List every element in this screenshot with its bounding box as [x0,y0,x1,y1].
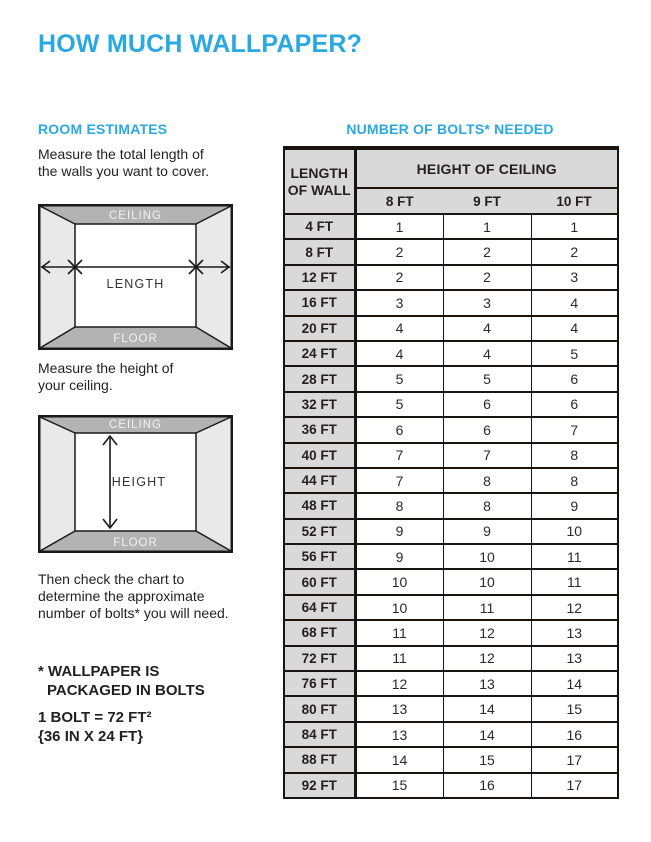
bolt-count-cell: 12 [443,620,531,645]
measure-length-line2: the walls you want to cover. [38,163,210,179]
wall-length-cell: 72 FT [284,646,355,671]
bolt-count-cell: 13 [443,671,531,696]
wall-length-cell: 84 FT [284,722,355,747]
bolt-count-cell: 14 [443,696,531,721]
bolt-count-cell: 13 [355,696,443,721]
table-row [284,519,618,544]
table-row [284,544,618,569]
table-row [284,595,618,620]
wall-length-cell: 16 FT [284,290,355,315]
table-row [284,239,618,264]
bolt-count-cell: 13 [531,646,618,671]
bolt-count-cell: 10 [531,519,618,544]
length-of-wall-line2: OF WALL [287,181,351,198]
bolt-count-cell: 2 [443,239,531,264]
bolt-count-cell: 4 [531,290,618,315]
bolt-count-cell: 10 [443,569,531,594]
bolt-count-cell: 4 [443,316,531,341]
table-row [284,569,618,594]
bolt-count-cell: 11 [531,569,618,594]
table-row [284,341,618,366]
wall-length-cell: 92 FT [284,773,355,798]
length-room-diagram [38,204,233,350]
bolt-count-cell: 6 [531,392,618,417]
bolt-count-cell: 14 [443,722,531,747]
bolt-info-line2: {36 IN X 24 FT} [38,728,144,745]
wall-length-cell: 52 FT [284,519,355,544]
table-row [284,214,618,239]
table-row [284,773,618,798]
check-chart-text [38,571,229,622]
bolt-count-cell: 11 [355,620,443,645]
bolt-count-cell: 1 [443,214,531,239]
bolt-count-cell: 9 [443,519,531,544]
table-row [284,671,618,696]
measure-length-text [38,146,209,180]
bolt-count-cell: 7 [443,443,531,468]
column-header-8ft: 8 FT [355,188,443,214]
bolt-count-cell: 4 [355,341,443,366]
bolt-count-cell: 2 [355,265,443,290]
table-row [284,493,618,518]
bolt-count-cell: 16 [531,722,618,747]
bolt-count-cell: 12 [355,671,443,696]
table-header-row-1 [284,148,618,188]
measure-height-text [38,360,173,394]
bolt-count-cell: 2 [531,239,618,264]
room-estimates-heading: ROOM ESTIMATES [38,121,168,137]
left-wall [40,417,75,551]
wall-length-cell: 80 FT [284,696,355,721]
ceiling-label: CEILING [108,419,163,431]
wall-length-cell: 64 FT [284,595,355,620]
bolt-count-cell: 11 [531,544,618,569]
column-header-10ft: 10 FT [531,188,618,214]
bolt-count-cell: 6 [443,392,531,417]
left-wall [40,206,75,348]
bolt-count-cell: 8 [531,443,618,468]
bolt-count-cell: 7 [355,443,443,468]
wall-length-cell: 4 FT [284,214,355,239]
bolt-count-cell: 8 [443,493,531,518]
bolt-count-cell: 12 [531,595,618,620]
bolt-count-cell: 3 [531,265,618,290]
height-of-ceiling-header: HEIGHT OF CEILING [355,148,618,188]
bolt-count-cell: 7 [355,468,443,493]
wall-length-cell: 40 FT [284,443,355,468]
wall-length-cell: 48 FT [284,493,355,518]
page-title: HOW MUCH WALLPAPER? [38,30,363,58]
bolt-count-cell: 7 [531,417,618,442]
wall-length-cell: 56 FT [284,544,355,569]
wall-length-cell: 68 FT [284,620,355,645]
bolt-count-cell: 3 [355,290,443,315]
right-wall [196,206,231,348]
bolt-count-cell: 9 [531,493,618,518]
table-row [284,366,618,391]
bolt-count-cell: 13 [531,620,618,645]
bolt-count-cell: 10 [443,544,531,569]
bolt-count-cell: 2 [443,265,531,290]
table-row [284,392,618,417]
table-row [284,747,618,772]
check-chart-line1: Then check the chart to [38,571,185,587]
bolt-count-cell: 5 [443,366,531,391]
bolt-count-cell: 4 [355,316,443,341]
bolt-count-cell: 8 [443,468,531,493]
bolt-count-cell: 5 [531,341,618,366]
bolts-table-body [284,214,618,798]
bolts-needed-heading: NUMBER OF BOLTS* NEEDED [346,121,554,137]
bolt-count-cell: 1 [355,214,443,239]
bolts-table-container [283,146,617,799]
bolt-count-cell: 5 [355,366,443,391]
bolt-count-cell: 10 [355,569,443,594]
table-row [284,417,618,442]
bolt-count-cell: 9 [355,519,443,544]
bolt-count-cell: 8 [355,493,443,518]
table-row [284,290,618,315]
bolt-count-cell: 13 [355,722,443,747]
back-wall [75,224,196,327]
floor-label: FLOOR [113,537,158,549]
wall-length-cell: 36 FT [284,417,355,442]
table-row [284,722,618,747]
table-row [284,443,618,468]
footnote-line1: * WALLPAPER IS [38,663,160,680]
bolt-count-cell: 17 [531,747,618,772]
wall-length-cell: 60 FT [284,569,355,594]
bolt-count-cell: 16 [443,773,531,798]
bolt-size-info [38,708,152,746]
right-wall [196,417,231,551]
height-room-diagram [38,415,233,553]
footnote-line2: PACKAGED IN BOLTS [47,682,205,699]
bolt-count-cell: 1 [531,214,618,239]
bolt-count-cell: 11 [443,595,531,620]
measure-height-line2: your ceiling. [38,377,113,393]
table-row [284,468,618,493]
wall-length-cell: 32 FT [284,392,355,417]
bolt-count-cell: 15 [443,747,531,772]
length-of-wall-header [284,148,355,214]
bolt-count-cell: 5 [355,392,443,417]
table-row [284,646,618,671]
length-of-wall-line1: LENGTH [290,164,349,181]
wall-length-cell: 8 FT [284,239,355,264]
bolt-count-cell: 17 [531,773,618,798]
bolt-count-cell: 14 [531,671,618,696]
bolt-count-cell: 2 [355,239,443,264]
wall-length-cell: 76 FT [284,671,355,696]
wallpaper-footnote [38,662,205,700]
bolt-count-cell: 6 [531,366,618,391]
wall-length-cell: 12 FT [284,265,355,290]
table-row [284,316,618,341]
wall-length-cell: 24 FT [284,341,355,366]
table-row [284,620,618,645]
wall-length-cell: 28 FT [284,366,355,391]
bolt-count-cell: 3 [443,290,531,315]
table-row [284,265,618,290]
height-label: HEIGHT [111,475,167,489]
bolt-count-cell: 14 [355,747,443,772]
wall-length-cell: 88 FT [284,747,355,772]
bolt-count-cell: 15 [355,773,443,798]
table-row [284,696,618,721]
ceiling-label: CEILING [108,210,163,222]
check-chart-line2: determine the approximate [38,588,205,604]
column-header-9ft: 9 FT [443,188,531,214]
bolt-info-line1: 1 BOLT = 72 FT² [38,709,152,726]
bolt-count-cell: 8 [531,468,618,493]
bolts-table [283,146,619,799]
bolt-count-cell: 10 [355,595,443,620]
bolt-count-cell: 4 [443,341,531,366]
length-label: LENGTH [106,277,165,291]
floor-label: FLOOR [113,333,158,345]
bolt-count-cell: 6 [355,417,443,442]
measure-length-line1: Measure the total length of [38,146,204,162]
check-chart-line3: number of bolts* you will need. [38,605,229,621]
bolt-count-cell: 4 [531,316,618,341]
bolt-count-cell: 9 [355,544,443,569]
wall-length-cell: 44 FT [284,468,355,493]
measure-height-line1: Measure the height of [38,360,174,376]
bolt-count-cell: 11 [355,646,443,671]
wall-length-cell: 20 FT [284,316,355,341]
bolt-count-cell: 15 [531,696,618,721]
bolt-count-cell: 12 [443,646,531,671]
bolt-count-cell: 6 [443,417,531,442]
